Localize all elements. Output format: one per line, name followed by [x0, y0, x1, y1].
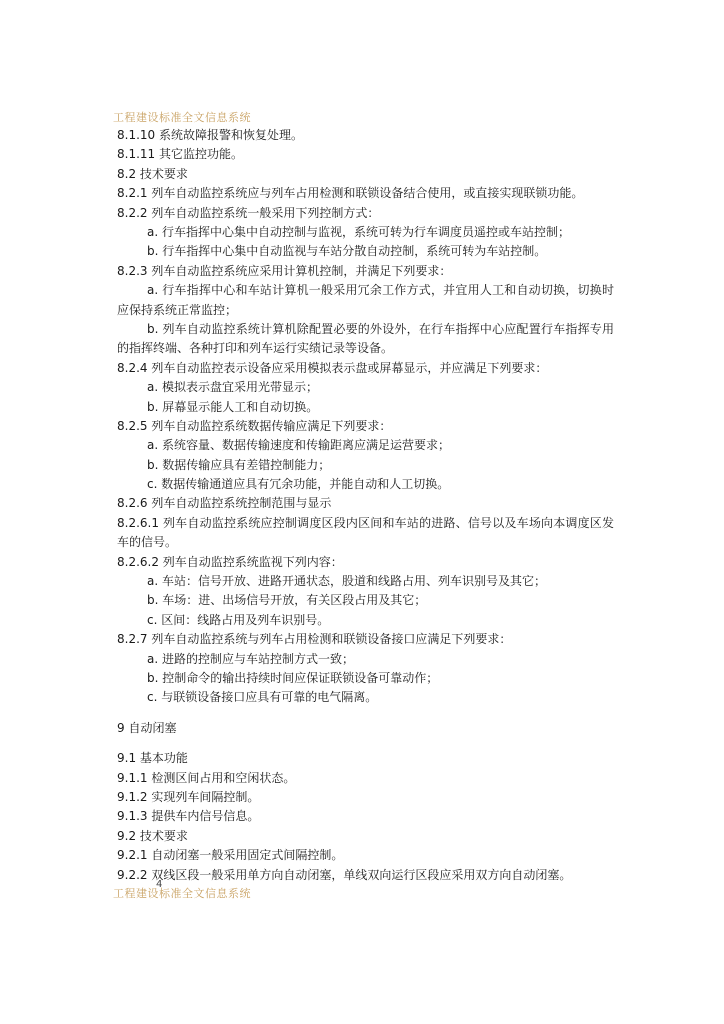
clause-line: 8.1.10 系统故障报警和恢复处理。: [117, 128, 303, 142]
clause-item: b. 屏幕显示能人工和自动切换。: [147, 399, 319, 414]
paragraph-gap: [117, 708, 617, 719]
clause-item: a. 车站：信号开放、进路开通状态，股道和线路占用、列车识别号及其它；: [147, 574, 546, 589]
clause-line: 8.2.5 列车自动监控系统数据传输应满足下列要求：: [117, 418, 392, 433]
clause-line: 8.2.4 列车自动监控表示设备应采用模拟表示盘或屏幕显示，并应满足下列要求：: [117, 360, 548, 375]
clause-line: 9.2.1 自动闭塞一般采用固定式间隔控制。: [117, 848, 344, 863]
clause-item: b. 控制命令的输出持续时间应保证联锁设备可靠动作；: [147, 671, 439, 686]
clause-line: 9 自动闭塞: [117, 720, 177, 735]
clause-item: c. 与联锁设备接口应具有可靠的电气隔离。: [147, 690, 378, 705]
clause-line: 8.2.1 列车自动监控系统应与列车占用检测和联锁设备结合使用，或直接实现联锁功能。: [117, 186, 584, 201]
clause-item: c. 数据传输通道应具有冗余功能，并能自动和人工切换。: [147, 477, 450, 492]
page-number: 4: [156, 879, 163, 890]
clause-line: 9.1.3 提供车内信号信息。: [117, 809, 260, 824]
clause-item: a. 进路的控制应与车站控制方式一致；: [147, 651, 354, 666]
clause-line: 8.2.2 列车自动监控系统一般采用下列控制方式：: [117, 205, 380, 220]
clause-item: b. 数据传输应具有差错控制能力；: [147, 457, 331, 472]
clause-item: b. 车场：进、出场信号开放，有关区段占用及其它；: [147, 593, 427, 608]
clause-item: c. 区间：线路占用及列车识别号。: [147, 612, 330, 627]
watermark-top: 工程建设标准全文信息系统: [113, 111, 251, 124]
clause-line: 8.2 技术要求: [117, 166, 188, 181]
paragraph-gap: [117, 738, 617, 749]
clause-item: b. 行车指挥中心集中自动监视与车站分散自动控制，系统可转为车站控制。: [147, 244, 547, 259]
clause-line: 9.1.1 检测区间占用和空闲状态。: [117, 770, 296, 785]
clause-line: 9.1.2 实现列车间隔控制。: [117, 789, 260, 804]
clause-line: 8.2.3 列车自动监控系统应采用计算机控制，并满足下列要求：: [117, 263, 452, 278]
clause-line: 8.2.7 列车自动监控系统与列车占用检测和联锁设备接口应满足下列要求：: [117, 632, 512, 647]
clause-line: 9.1 基本功能: [117, 751, 188, 766]
clause-item: a. 行车指挥中心集中自动控制与监视，系统可转为行车调度员遥控或车站控制；: [147, 224, 570, 239]
document-body: [117, 126, 617, 885]
clause-paragraph-wrapped: 8.2.6.1 列车自动监控系统应控制调度区段内区间和车站的进路、信号以及车场向本调度区发车的信号。: [117, 515, 614, 550]
clause-item: a. 系统容量、数据传输速度和传输距离应满足运营要求；: [147, 438, 450, 453]
clause-line: 8.1.11 其它监控功能。: [117, 147, 243, 162]
clause-line: 8.2.6 列车自动监控系统控制范围与显示: [117, 496, 332, 511]
clause-line: 9.2 技术要求: [117, 828, 188, 843]
clause-line: 9.2.2 双线区段一般采用单方向自动闭塞，单线双向运行区段应采用双方向自动闭塞。: [117, 867, 572, 882]
clause-item-wrapped: a. 行车指挥中心和车站计算机一般采用冗余工作方式，并宜用人工和自动切换，切换时应保持系统正常监控；: [117, 283, 614, 317]
clause-line: 8.2.6.2 列车自动监控系统监视下列内容：: [117, 554, 343, 569]
clause-item-wrapped: b. 列车自动监控系统计算机除配置必要的外设外，在行车指挥中心应配置行车指挥专用的指挥终端、各种打印和列车运行实绩记录等设备。: [117, 321, 614, 356]
clause-item: a. 模拟表示盘宜采用光带显示；: [147, 380, 318, 395]
watermark-bottom: 工程建设标准全文信息系统: [113, 887, 251, 900]
